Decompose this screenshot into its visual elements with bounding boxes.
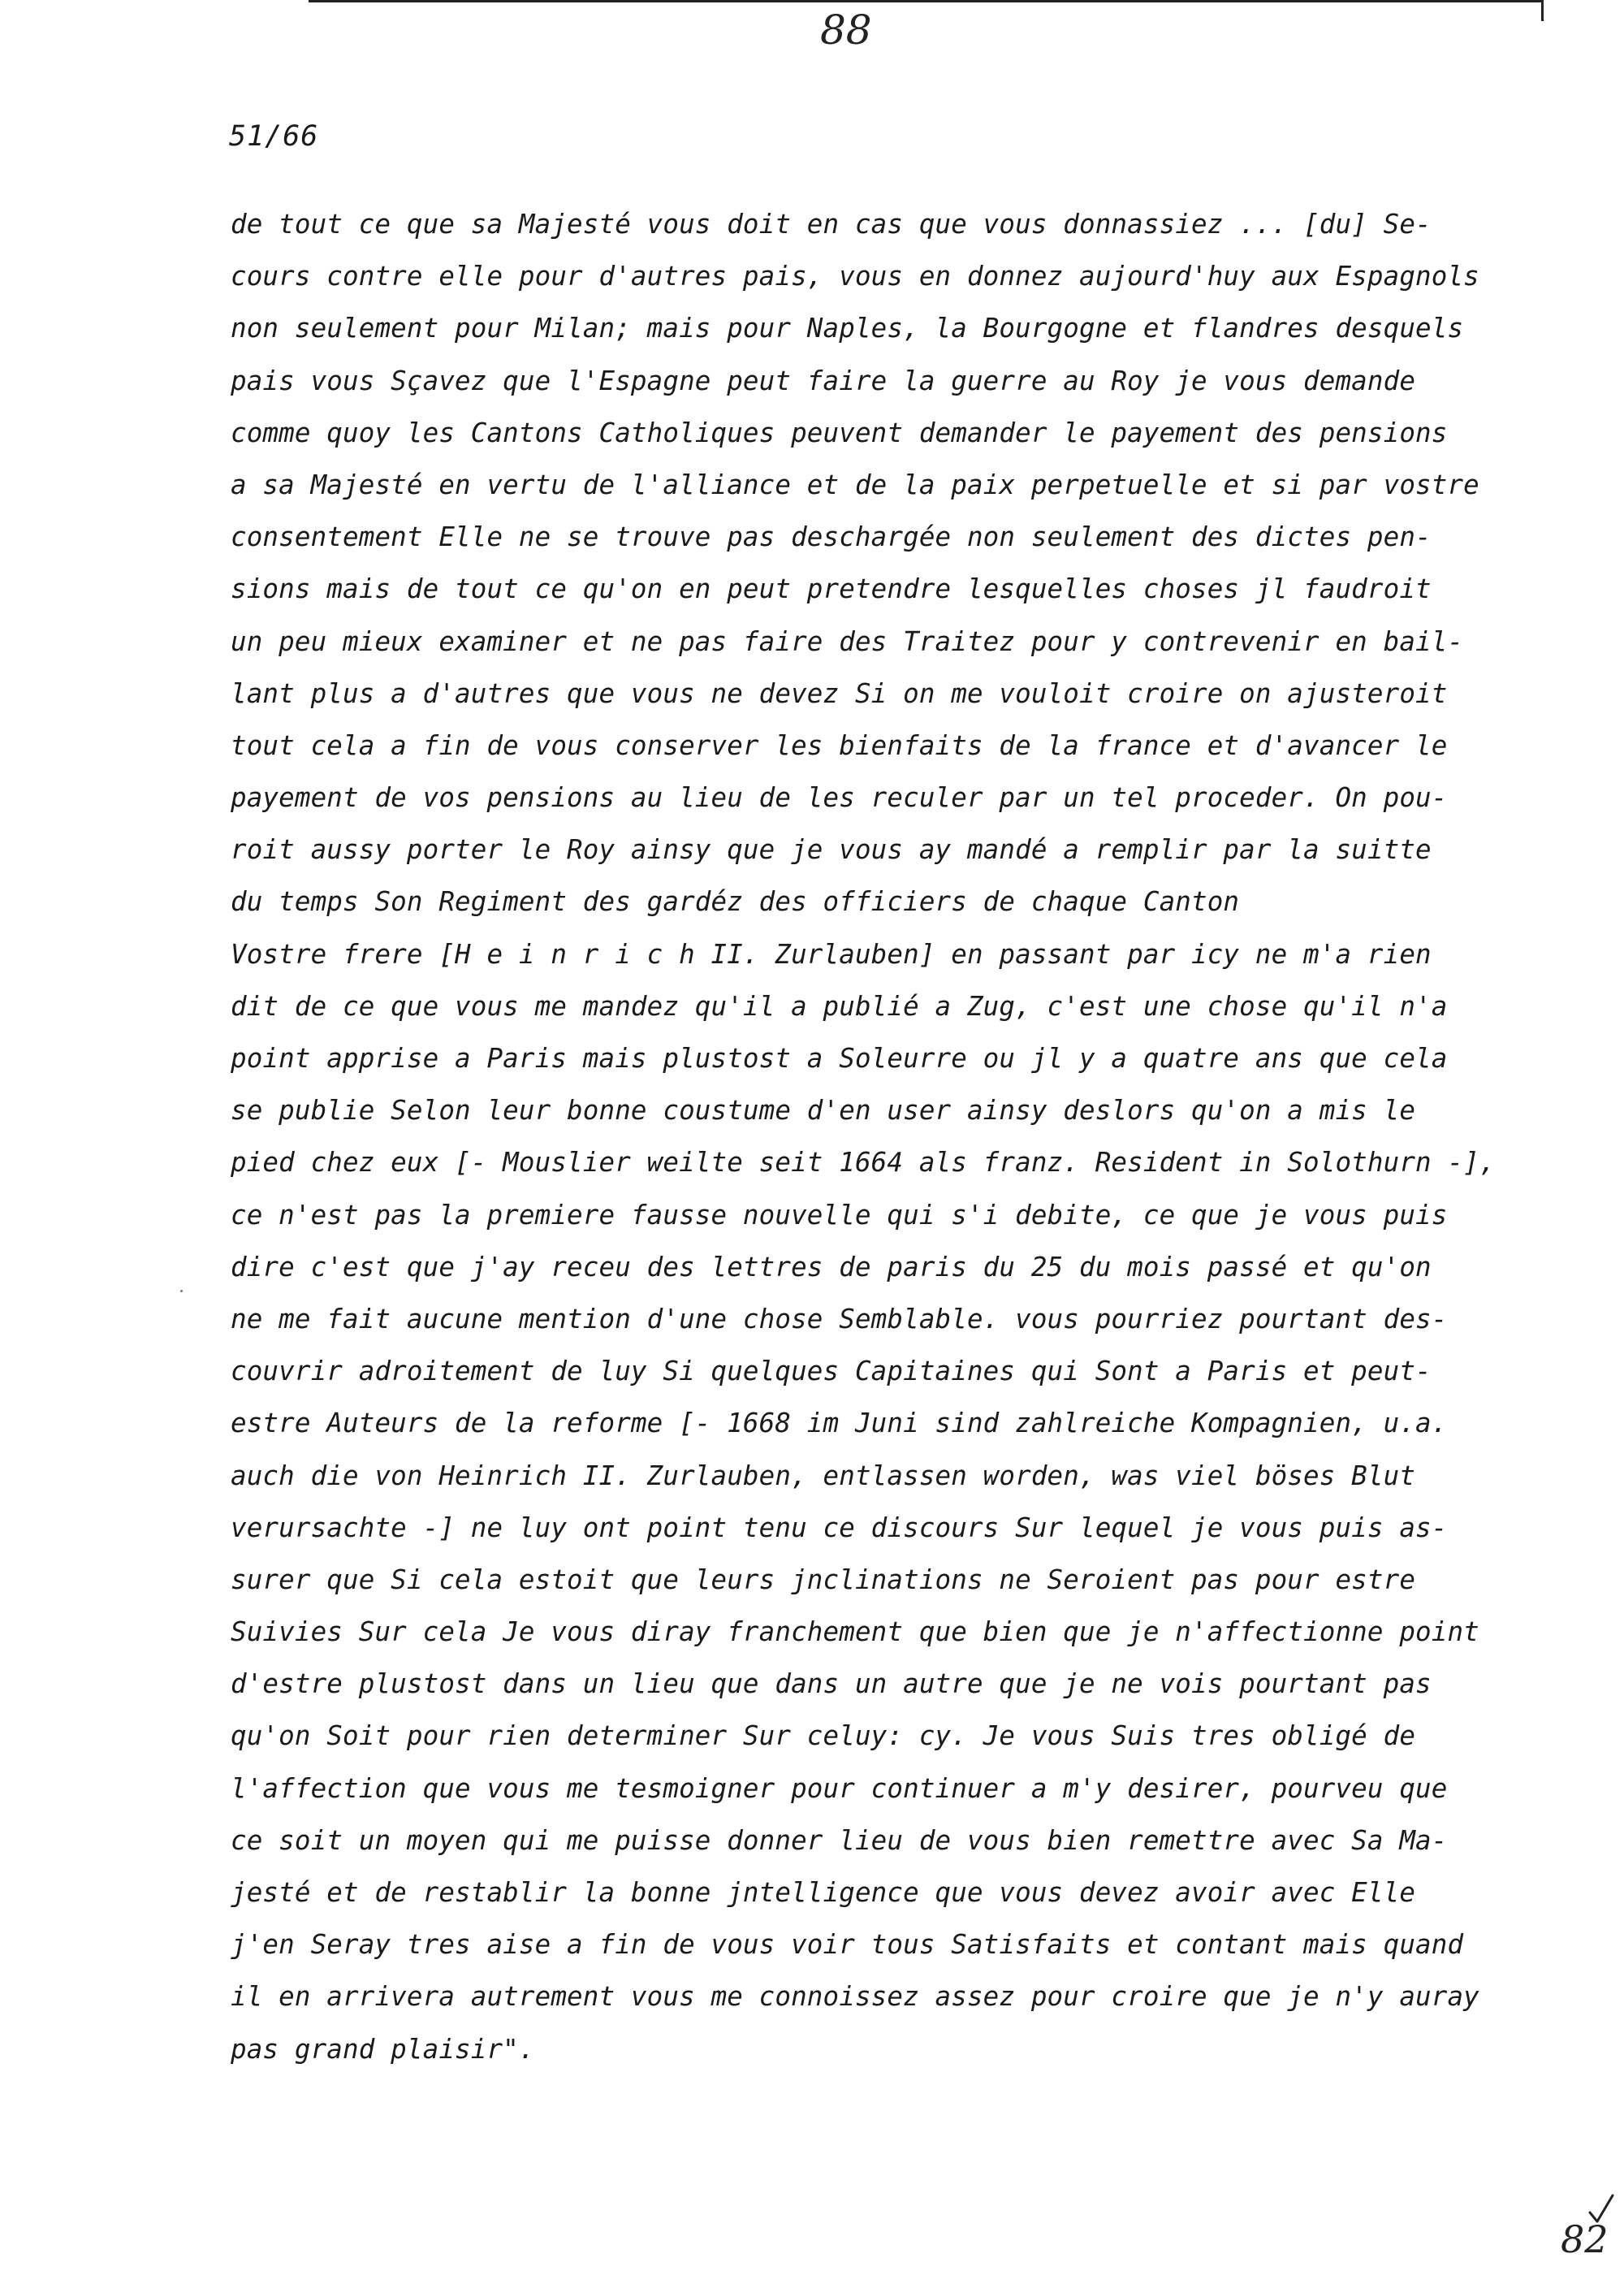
text-line: l'affection que vous me tesmoigner pour continuer a m'y desirer, pourveu que: [231, 1772, 1448, 1804]
text-line: se publie Selon leur bonne coustume d'en user ainsy deslors qu'on a mis le: [231, 1095, 1416, 1127]
text-line: point apprise a Paris mais plustost a Soleurre ou jl y a quatre ans que cela: [231, 1043, 1448, 1074]
text-line: payement de vos pensions au lieu de les reculer par un tel proceder. On pou-: [231, 782, 1448, 814]
text-line: roit aussy porter le Roy ainsy que je vous ay mandé a remplir par la suitte: [231, 834, 1432, 866]
text-line: verursachte -] ne luy ont point tenu ce discours Sur lequel je vous puis as-: [231, 1512, 1448, 1543]
folio-reference: 51/66: [229, 120, 319, 153]
text-line: de tout ce que sa Majesté vous doit en cas que vous donnassiez ... [du] Se-: [231, 209, 1432, 240]
text-line: dit de ce que vous me mandez qu'il a publié a Zug, c'est une chose qu'il n'a: [231, 990, 1448, 1022]
text-line: jesté et de restablir la bonne jntelligence que vous devez avoir avec Elle: [231, 1877, 1416, 1908]
text-line: a sa Majesté en vertu de l'alliance et de la paix perpetuelle et si par vostre: [231, 469, 1479, 500]
text-line: pais vous Sçavez que l'Espagne peut faire la guerre au Roy je vous demande: [231, 365, 1416, 396]
text-line: pas grand plaisir".: [231, 2033, 535, 2065]
text-line: du temps Son Regiment des gardéz des officiers de chaque Canton: [231, 886, 1240, 918]
handwritten-folio-number: 82: [1561, 2217, 1609, 2261]
text-line: sions mais de tout ce qu'on en peut pretendre lesquelles choses jl faudroit: [231, 573, 1432, 605]
text-line: tout cela a fin de vous conserver les bienfaits de la france et d'avancer le: [231, 729, 1448, 761]
text-line: d'estre plustost dans un lieu que dans un autre que je ne vois pourtant pas: [231, 1668, 1432, 1700]
text-line: surer que Si cela estoit que leurs jnclinations ne Seroient pas pour estre: [231, 1564, 1416, 1595]
text-line: j'en Seray tres aise a fin de vous voir tous Satisfaits et contant mais quand: [231, 1929, 1464, 1961]
text-line: non seulement pour Milan; mais pour Naples, la Bourgogne et flandres desquels: [231, 313, 1464, 344]
text-line: consentement Elle ne se trouve pas deschargée non seulement des dictes pen-: [231, 521, 1432, 553]
text-line: lant plus a d'autres que vous ne devez Si on me vouloit croire on ajusteroit: [231, 677, 1448, 709]
text-line: pied chez eux [- Mouslier weilte seit 1664 als franz. Resident in Solothurn -],: [231, 1147, 1496, 1179]
text-line: dire c'est que j'ay receu des lettres de paris du 25 du mois passé et qu'on: [231, 1251, 1432, 1283]
text-line: comme quoy les Cantons Catholiques peuvent demander le payement des pensions: [231, 417, 1448, 448]
text-line: Vostre frere [H e i n r i c h II. Zurlauben] en passant par icy ne m'a rien: [231, 938, 1432, 970]
top-border-line: [309, 0, 1543, 2]
top-border-tick: [1541, 0, 1544, 21]
text-line: couvrir adroitement de luy Si quelques Capitaines qui Sont a Paris et peut-: [231, 1356, 1432, 1387]
text-line: cours contre elle pour d'autres pais, vous en donnez aujourd'huy aux Espagnols: [231, 261, 1479, 292]
text-line: ce soit un moyen qui me puisse donner lieu de vous bien remettre avec Sa Ma-: [231, 1824, 1448, 1856]
letter-body: [231, 198, 1514, 2075]
bottom-annotation: [1559, 2193, 1616, 2266]
text-line: un peu mieux examiner et ne pas faire des Traitez pour y contrevenir en bail-: [231, 625, 1464, 657]
text-line: qu'on Soit pour rien determiner Sur celuy: cy. Je vous Suis tres obligé de: [231, 1720, 1416, 1752]
margin-speck: [180, 1290, 183, 1292]
text-line: Suivies Sur cela Je vous diray franchement que bien que je n'affectionne point: [231, 1616, 1479, 1648]
handwritten-page-number: 88: [820, 6, 872, 54]
text-line: estre Auteurs de la reforme [- 1668 im Juni sind zahlreiche Kompagnien, u.a.: [231, 1408, 1448, 1439]
text-line: ce n'est pas la premiere fausse nouvelle qui s'i debite, ce que je vous puis: [231, 1199, 1448, 1231]
text-line: auch die von Heinrich II. Zurlauben, entlassen worden, was viel böses Blut: [231, 1460, 1416, 1491]
text-line: ne me fait aucune mention d'une chose Semblable. vous pourriez pourtant des-: [231, 1303, 1448, 1334]
text-line: il en arrivera autrement vous me connoissez assez pour croire que je n'y auray: [231, 1981, 1479, 2013]
